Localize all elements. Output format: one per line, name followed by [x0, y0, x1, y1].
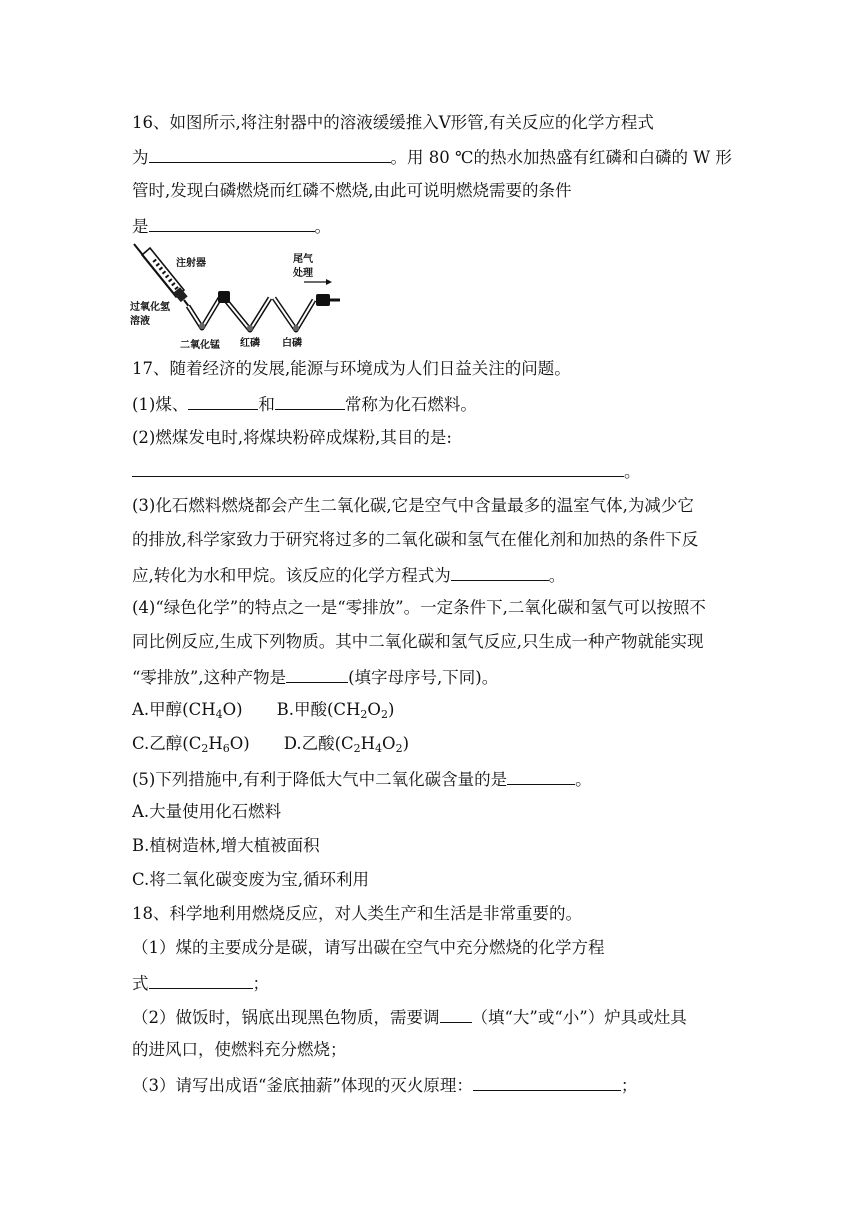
q16-line-3: 管时,发现白磷燃烧而红磷不燃烧,由此可说明燃烧需要的条件: [132, 181, 572, 200]
option-b: B.甲酸$(CH_2O_2)$: [276, 700, 395, 721]
q16-line-2-text: 。用 80 ℃的热水加热盛有红磷和白磷的 W 形: [390, 148, 732, 167]
q16-line-4: [132, 214, 331, 238]
q18-answer-blank-equation[interactable]: [149, 971, 253, 989]
q17-line-6: 的排放,科学家致力于研究将过多的二氧化碳和氢气在催化剂和加热的条件下反: [132, 530, 699, 549]
q18-line-1: 18、科学地利用燃烧反应，对人类生产和生活是非常重要的。: [132, 904, 582, 923]
q17-line-7-text: 应,转化为水和甲烷。该反应的化学方程式为: [132, 566, 451, 585]
q17-line-5: (3)化石燃料燃烧都会产生二氧化碳,它是空气中含量最多的温室气体,为减少它: [132, 496, 694, 515]
option-d: D.乙酸$(C_2H_4O_2)$: [283, 734, 410, 755]
q17-line-4: [132, 459, 641, 483]
q16-answer-blank-equation[interactable]: [149, 145, 391, 163]
q17-line-8: (4)“绿色化学”的特点之一是“零排放”。一定条件下,二氧化碳和氢气可以按照不: [132, 598, 706, 617]
q16-line-2: [132, 145, 732, 169]
q16-line-4-end: 。: [314, 217, 331, 236]
label-white-phosphorus: 白磷: [282, 338, 302, 349]
q17-line-3: (2)燃煤发电时,将煤块粉碎成煤粉,其目的是:: [132, 428, 452, 447]
q17-options-row-1: [132, 699, 394, 721]
q18-line-5: 的进风口，使燃料充分燃烧；: [132, 1040, 347, 1059]
q17-line-10-text: “零排放”,这种产物是: [132, 668, 287, 687]
q16-line-1: 16、如图所示,将注射器中的溶液缓缓推入Ⅴ形管,有关反应的化学方程式: [132, 113, 654, 132]
q18-line-6-text: （3）请写出成语“釜底抽薪”体现的灭火原理：: [132, 1076, 473, 1095]
q16-answer-blank-condition[interactable]: [149, 214, 315, 232]
q17-line-10-suffix: (填字母序号,下同)。: [348, 668, 499, 687]
q18-answer-blank-principle[interactable]: [473, 1073, 621, 1091]
option-c: C.乙醇$(C_2H_6O)$: [132, 734, 250, 755]
q17-answer-blank-equation[interactable]: [451, 563, 549, 581]
q18-line-4: [132, 1005, 687, 1029]
apparatus-figure: [130, 240, 350, 352]
q17-line-10: [132, 665, 498, 689]
q18-line-4-suffix: （填“大”或“小”）炉具或灶具: [471, 1008, 687, 1027]
option-a: A.甲醇$(CH_4O)$: [132, 700, 243, 721]
label-exhaust-1: 尾气: [293, 254, 313, 265]
q18-line-3: [132, 971, 269, 995]
q17-line-4-end: 。: [624, 462, 641, 481]
q17-part1-prefix: (1)煤、: [132, 395, 189, 414]
q17-measure-b: B.植树造林,增大植被面积: [132, 836, 320, 855]
q17-line-7-end: 。: [548, 566, 566, 585]
label-h2o2-2: 溶液: [130, 316, 150, 327]
q17-answer-blank-fuel-2[interactable]: [275, 392, 345, 410]
q17-part1-suffix: 常称为化石燃料。: [344, 395, 477, 414]
syringe-icon: [134, 244, 190, 308]
q16-line-4-prefix: 是: [132, 217, 149, 236]
q18-answer-blank-size[interactable]: [440, 1005, 472, 1023]
label-red-phosphorus: 红磷: [240, 338, 260, 349]
q17-answer-blank-fuel-1[interactable]: [188, 392, 258, 410]
q18-line-6-end: ；: [620, 1076, 638, 1095]
label-syringe: 注射器: [176, 258, 206, 269]
q17-line-13-text: (5)下列措施中,有利于降低大气中二氧化碳含量的是: [132, 770, 508, 789]
q17-answer-blank-measure[interactable]: [507, 767, 575, 785]
label-h2o2-1: 过氧化氢: [130, 302, 170, 313]
q18-line-3-end: ；: [252, 974, 269, 993]
q17-line-13-end: 。: [575, 770, 592, 789]
q18-line-6: [132, 1073, 637, 1097]
q17-line-2: [132, 392, 477, 416]
q17-part1-and: 和: [258, 395, 275, 414]
q16-prefix: 为: [132, 148, 149, 167]
q17-line-13: [132, 767, 592, 791]
label-mno2: 二氧化锰: [180, 340, 220, 351]
q17-measure-c: C.将二氧化碳变废为宝,循环利用: [132, 870, 370, 889]
stopper-1: [218, 291, 230, 303]
q17-measure-a: A.大量使用化石燃料: [132, 802, 282, 821]
q17-line-7: [132, 563, 565, 587]
label-exhaust-2: 处理: [293, 268, 313, 279]
q17-line-1: 17、随着经济的发展,能源与环境成为人们日益关注的问题。: [132, 359, 571, 378]
q18-line-2: （1）煤的主要成分是碳，请写出碳在空气中充分燃烧的化学方程: [132, 938, 605, 957]
q18-line-3-prefix: 式: [132, 974, 149, 993]
q17-options-row-2: [132, 733, 409, 755]
q17-answer-blank-product[interactable]: [286, 665, 348, 683]
q18-line-4-text: （2）做饭时，锅底出现黑色物质，需要调: [132, 1008, 440, 1027]
q17-line-9: 同比例反应,生成下列物质。其中二氧化碳和氢气反应,只生成一种产物就能实现: [132, 632, 704, 651]
stopper-2: [316, 294, 330, 306]
q17-answer-blank-purpose[interactable]: [132, 459, 624, 477]
